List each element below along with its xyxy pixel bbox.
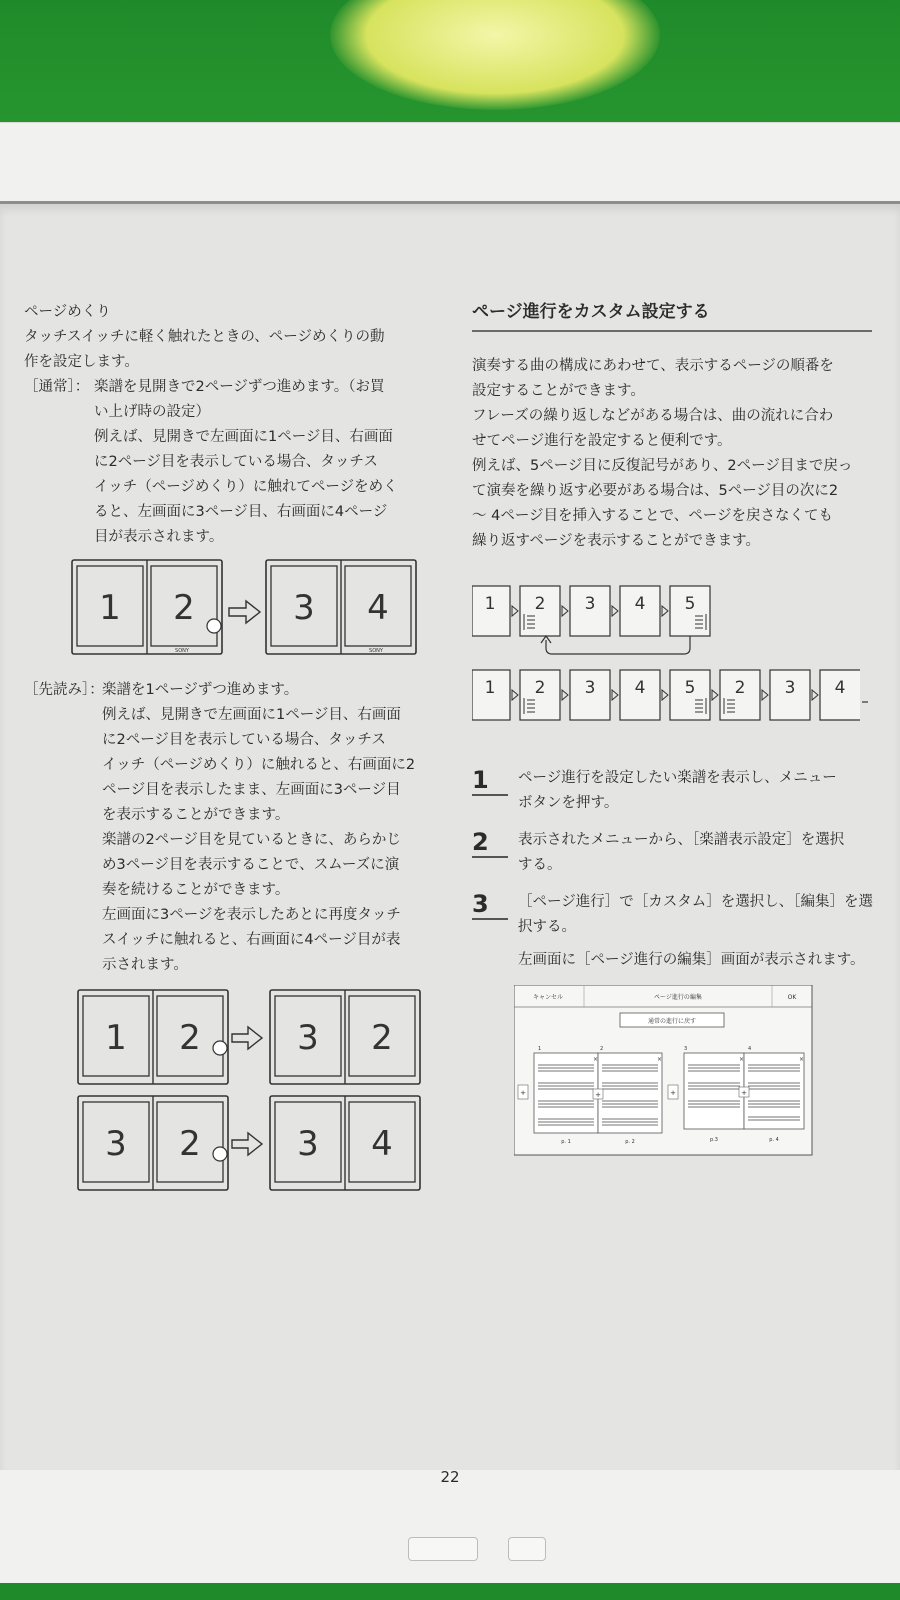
step-text <box>518 828 882 878</box>
preread-mode-desc <box>102 678 424 978</box>
step-1 <box>472 766 882 816</box>
page-number-3: 3 <box>293 588 315 628</box>
small-arrow-icon <box>712 690 718 700</box>
small-arrow-icon <box>612 606 618 616</box>
flow-page-number: 4 <box>634 594 646 614</box>
repeat-return-arrow <box>546 636 690 654</box>
preread-line: ページ目を表示したまま、左画面に3ページ目 <box>102 782 401 798</box>
flow-page-number: 2 <box>534 594 546 614</box>
page-order-flow-diagram <box>472 576 882 736</box>
screenshot-title: ページ進行の編集 <box>654 994 702 1001</box>
step-number-text: 1 <box>472 766 508 796</box>
flow-page-number: 4 <box>634 678 646 698</box>
normal-line: 楽譜を見開きで2ページずつ進めます。（お買 <box>94 379 385 395</box>
flow-page-number: 3 <box>584 678 596 698</box>
step-2 <box>472 828 882 878</box>
device-after <box>266 560 416 654</box>
device-label: SONY <box>369 648 383 654</box>
paragraph-line: フレーズの繰り返しなどがある場合は、曲の流れに合わ <box>472 408 834 424</box>
preread-line: 左画面に3ページを表示したあとに再度タッチ <box>102 907 401 923</box>
preread-line: 奏を続けることができます。 <box>102 882 290 898</box>
background-fabric-bottom <box>0 1580 900 1600</box>
thumb-page-number: 4 <box>748 1046 752 1052</box>
paragraph-line: 演奏する曲の構成にあわせて、表示するページの順番を <box>472 358 834 374</box>
step-line: 択する。 <box>518 919 576 935</box>
step-line: ページ進行を設定したい楽譜を表示し、メニュー <box>518 770 837 786</box>
flow-page-number: 1 <box>484 594 496 614</box>
step-number <box>472 766 518 816</box>
preread-mode-tag: ［先読み］： <box>24 682 104 698</box>
step-line: ボタンを押す。 <box>518 795 619 811</box>
svg-text:+: + <box>670 1089 676 1097</box>
preread-line: を表示することができます。 <box>102 807 290 823</box>
close-icon: × <box>799 1056 805 1063</box>
flow-page-number: 3 <box>584 594 596 614</box>
touch-switch-icon <box>213 1147 227 1161</box>
page-number: 22 <box>440 1468 460 1486</box>
small-arrow-icon <box>812 690 818 700</box>
step-3 <box>472 890 882 973</box>
section-heading-page-turn: ページめくり <box>24 304 111 320</box>
page-number-3: 3 <box>297 1018 319 1058</box>
small-arrow-icon <box>512 606 518 616</box>
normal-line: い上げ時の設定） <box>94 404 210 420</box>
page-number-1: 1 <box>105 1018 127 1058</box>
svg-text:+: + <box>595 1091 601 1099</box>
normal-mode-block <box>24 375 424 550</box>
step-number <box>472 890 518 973</box>
small-arrow-icon <box>662 606 668 616</box>
step-number-text: 3 <box>472 890 508 920</box>
preread-line: 例えば、見開きで左画面に1ページ目、右画面 <box>102 707 401 723</box>
intro-line-2: 作を設定します。 <box>24 354 139 370</box>
intro-line-1: タッチスイッチに軽く触れたときの、ページめくりの動 <box>24 329 385 345</box>
page-number-1: 1 <box>99 588 121 628</box>
section-title-custom-progress: ページ進行をカスタム設定する <box>472 300 872 332</box>
page-number-2: 2 <box>179 1124 201 1164</box>
small-arrow-icon <box>612 690 618 700</box>
thumb-page-number: 2 <box>600 1046 604 1052</box>
page-number-3: 3 <box>105 1124 127 1164</box>
paragraph-line: 繰り返すページを表示することができます。 <box>472 533 760 549</box>
device-menu-button[interactable] <box>508 1537 546 1561</box>
step-result: 左画面に［ページ進行の編集］画面が表示されます。 <box>518 952 865 968</box>
page-number-2: 2 <box>179 1018 201 1058</box>
device-label: SONY <box>175 648 189 654</box>
score-thumbnail-pair-1 <box>534 1053 662 1133</box>
arrow-right-icon <box>232 1027 262 1049</box>
cancel-button: キャンセル <box>532 994 564 1001</box>
step-number-text: 2 <box>472 828 508 858</box>
page-number-3: 3 <box>297 1124 319 1164</box>
svg-text:+: + <box>520 1089 526 1097</box>
touch-switch-icon <box>213 1041 227 1055</box>
page-turn-diagram-preread <box>24 988 424 1198</box>
close-icon: × <box>739 1056 745 1063</box>
page-turn-diagram-normal <box>24 556 424 668</box>
reset-order-label: 通常の進行に戻す <box>647 1018 697 1025</box>
page-number-2: 2 <box>173 588 195 628</box>
normal-mode-desc <box>94 375 424 550</box>
small-arrow-icon <box>512 690 518 700</box>
thumb-page-label: p. 2 <box>625 1139 635 1145</box>
normal-line: に2ページ目を表示している場合、タッチス <box>94 454 378 470</box>
normal-line: イッチ（ページめくり）に触れてページをめく <box>94 479 398 495</box>
preread-line: 示されます。 <box>102 957 188 973</box>
page-number-4: 4 <box>367 588 389 628</box>
flow-page-number: 5 <box>684 678 696 698</box>
flow-page-number: 1 <box>484 678 496 698</box>
small-arrow-icon <box>762 690 768 700</box>
ereader-device <box>0 122 900 1583</box>
flow-page-number: 2 <box>734 678 746 698</box>
preread-line: 楽譜の2ページ目を見ているときに、あらかじ <box>102 832 401 848</box>
svg-text:+: + <box>741 1089 747 1097</box>
score-thumbnail-pair-2 <box>684 1053 804 1129</box>
thumb-page-label: p. 4 <box>769 1137 779 1143</box>
small-arrow-icon <box>562 690 568 700</box>
normal-mode-tag: ［通常］： <box>24 379 90 395</box>
thumb-page-label: p. 1 <box>561 1139 571 1145</box>
arrow-right-icon <box>229 601 260 623</box>
page-number-2: 2 <box>371 1018 393 1058</box>
device-after-2 <box>270 1096 420 1190</box>
ereader-screen <box>0 201 900 1486</box>
device-after-1 <box>270 990 420 1084</box>
step-line: 表示されたメニューから、［楽譜表示設定］を選択 <box>518 832 845 848</box>
right-column <box>472 300 882 1157</box>
page-number-4: 4 <box>371 1124 393 1164</box>
thumb-page-number: 1 <box>538 1046 542 1052</box>
paragraph-line: 設定することができます。 <box>472 383 645 399</box>
normal-line: 例えば、見開きで左画面に1ページ目、右画面 <box>94 429 393 445</box>
flow-page-number: 5 <box>684 594 696 614</box>
normal-line: ると、左画面に3ページ目、右画面に4ページ <box>94 504 388 520</box>
preread-line: イッチ（ページめくり）に触れると、右画面に2 <box>102 757 416 773</box>
steps-list <box>472 766 882 973</box>
device-before <box>72 560 222 654</box>
small-arrow-icon <box>562 606 568 616</box>
touch-switch-icon <box>207 619 221 633</box>
preread-mode-block <box>24 678 424 978</box>
normal-line: 目が表示されます。 <box>94 529 224 545</box>
paragraph-line: 例えば、5ページ目に反復記号があり、2ページ目まで戻っ <box>472 458 853 474</box>
step-line: ［ページ進行］で［カスタム］を選択し、［編集］を選 <box>518 894 873 910</box>
device-before-2 <box>78 1096 228 1190</box>
preread-line: に2ページ目を表示している場合、タッチス <box>102 732 386 748</box>
flow-bottom-row <box>472 670 868 720</box>
paragraph <box>472 354 882 554</box>
page-progress-edit-screenshot <box>514 985 814 1157</box>
thumb-page-label: p.3 <box>710 1137 718 1143</box>
preread-line: 楽譜を1ページずつ進めます。 <box>102 682 299 698</box>
paragraph-line: ～ 4ページ目を挿入することで、ページを戻さなくても <box>472 508 833 524</box>
flow-page-number: 4 <box>834 678 846 698</box>
device-before-1 <box>78 990 228 1084</box>
close-icon: × <box>657 1056 663 1063</box>
paragraph-line: て演奏を繰り返す必要がある場合は、5ページ目の次に2 <box>472 483 839 499</box>
device-home-button[interactable] <box>408 1537 478 1561</box>
flow-top-row <box>472 586 710 654</box>
arrow-right-icon <box>232 1133 262 1155</box>
flow-page-number: 3 <box>784 678 796 698</box>
step-text <box>518 890 882 973</box>
thumb-page-number: 3 <box>684 1046 688 1052</box>
preread-line: め3ページ目を表示することで、スムーズに演 <box>102 857 400 873</box>
small-arrow-icon <box>662 690 668 700</box>
step-line: する。 <box>518 857 562 873</box>
paragraph-line: せてページ進行を設定すると便利です。 <box>472 433 732 449</box>
close-icon: × <box>593 1056 599 1063</box>
left-column <box>24 300 424 1198</box>
step-number <box>472 828 518 878</box>
flow-page-number: 2 <box>534 678 546 698</box>
preread-line: スイッチに触れると、右画面に4ページ目が表 <box>102 932 401 948</box>
step-text <box>518 766 882 816</box>
ok-button: OK <box>787 994 797 1001</box>
